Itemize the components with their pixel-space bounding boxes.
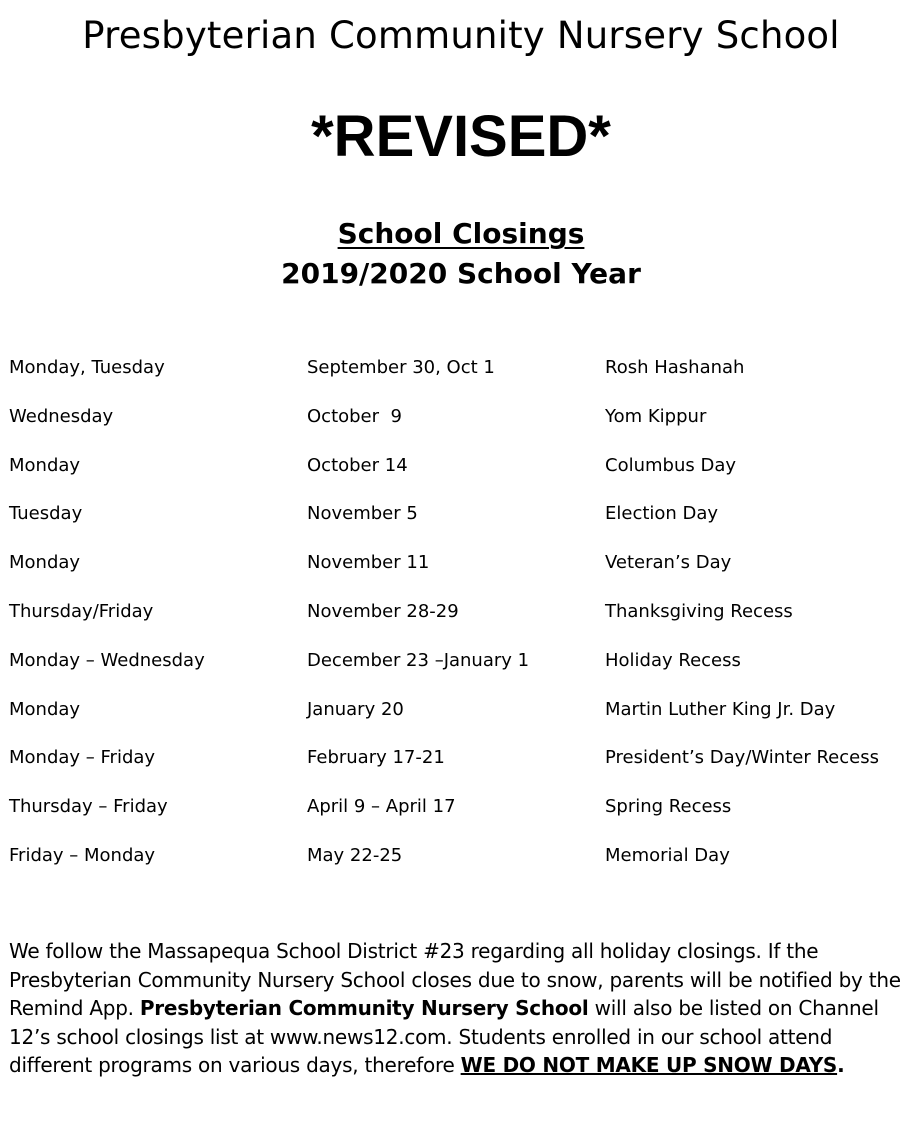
closing-occasion: Thanksgiving Recess [605,600,793,622]
closing-date: December 23 –January 1 [307,649,530,671]
closing-day: Monday – Wednesday [9,649,205,671]
note-text-part2: will also be listed on Channel 12’s school closings list at www.news12.com. Students enrolled in our school attend different programs on various days, therefore [9,996,879,1077]
closing-occasion: Martin Luther King Jr. Day [605,698,836,720]
closing-day: Thursday/Friday [9,600,154,622]
closing-occasion: Rosh Hashanah [605,357,745,378]
closing-date: November 28-29 [307,600,459,622]
closing-day: Friday – Monday [9,844,156,866]
closing-occasion: Veteran’s Day [605,552,732,574]
snow-policy-note [9,937,913,1080]
no-makeup-snow-days-notice: WE DO NOT MAKE UP SNOW DAYS [460,1053,838,1077]
closing-day: Wednesday [9,405,114,427]
closing-day: Monday [9,454,81,476]
school-year-title: 2019/2020 School Year [281,257,641,290]
closing-day: Thursday – Friday [9,796,168,818]
closing-day: Monday [9,552,81,574]
table-row [9,442,914,491]
closing-day: Tuesday [9,503,83,525]
closing-occasion: Spring Recess [605,796,732,818]
note-school-name: Presbyterian Community Nursery School [139,996,589,1020]
closing-day: Monday [9,698,81,720]
table-row [9,588,914,637]
note-end-punctuation: . [837,1053,845,1077]
closing-occasion: President’s Day/Winter Recess [605,747,879,769]
revised-banner: *REVISED* [311,104,611,169]
closing-day: Monday, Tuesday [9,357,165,378]
closing-occasion: Yom Kippur [605,405,707,427]
closings-table [9,344,914,881]
closing-day: Monday – Friday [9,747,156,769]
table-row [9,734,914,783]
table-row [9,783,914,832]
closing-date: January 20 [307,698,404,720]
closing-date: October 9 [307,405,402,427]
table-row [9,393,914,442]
table-row [9,637,914,686]
closing-date: October 14 [307,454,408,476]
table-row [9,490,914,539]
closing-date: September 30, Oct 1 [307,357,495,378]
closing-date: February 17-21 [307,747,445,769]
section-title: School Closings [337,217,585,250]
closing-occasion: Election Day [605,503,719,525]
closing-date: November 5 [307,503,418,525]
table-row [9,344,914,393]
note-text-part1: We follow the Massapequa School District #23 regarding all holiday closings. If the Presbyterian Community Nursery School closes due to snow, parents will be notified by the Remind App. [9,939,901,1020]
closing-date: May 22-25 [307,844,403,866]
table-row [9,539,914,588]
school-name-title: Presbyterian Community Nursery School [82,14,840,57]
closing-date: November 11 [307,552,430,574]
table-row [9,832,914,881]
closing-occasion: Memorial Day [605,844,730,866]
closing-occasion: Columbus Day [605,454,737,476]
closing-occasion: Holiday Recess [605,649,741,671]
table-row [9,686,914,735]
closing-date: April 9 – April 17 [307,796,456,818]
